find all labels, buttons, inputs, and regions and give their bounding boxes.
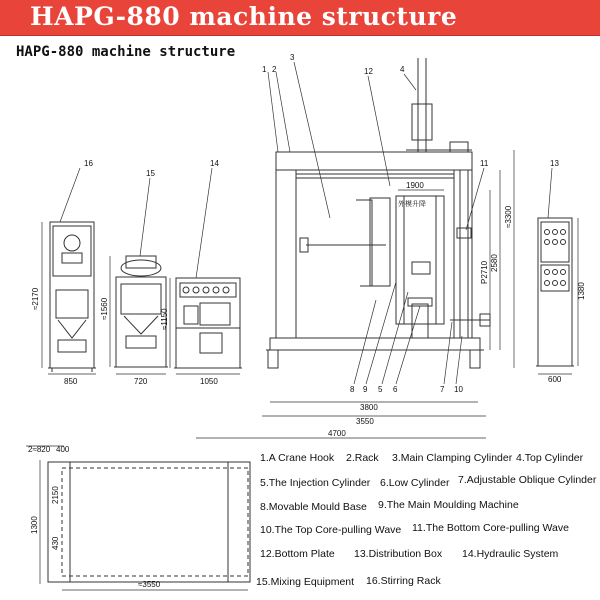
dim-430: 430	[51, 536, 60, 550]
callout-8: 8	[350, 385, 355, 394]
dim-4700: 4700	[328, 429, 346, 438]
legend-item-13: 13.Distribution Box	[354, 548, 443, 560]
callout-4: 4	[400, 65, 405, 74]
callout-2: 2	[272, 65, 277, 74]
dim-3550-plan: ≈3550	[138, 580, 161, 589]
legend-item-2: 2.Rack	[346, 452, 379, 464]
callout-7: 7	[440, 385, 445, 394]
dim-720: 720	[134, 377, 148, 386]
legend-item-16: 16.Stirring Rack	[366, 575, 441, 587]
legend-item-11: 11.The Bottom Core-pulling Wave	[412, 522, 569, 534]
callout-11: 11	[480, 159, 489, 168]
callout-14: 14	[210, 159, 219, 168]
dim-2710: P2710	[480, 260, 489, 284]
callout-16: 16	[84, 159, 93, 168]
dim-850: 850	[64, 377, 78, 386]
callout-3: 3	[290, 53, 295, 62]
callout-13: 13	[550, 159, 559, 168]
diagram-subtitle: HAPG-880 machine structure	[16, 44, 236, 60]
dim-400: 400	[56, 445, 70, 454]
dim-1050: 1050	[200, 377, 218, 386]
legend-item-9: 9.The Main Moulding Machine	[378, 499, 519, 511]
dim-820: 2≈820	[28, 445, 51, 454]
dim-2580: 2580	[490, 254, 499, 272]
legend-item-8: 8.Movable Mould Base	[260, 501, 367, 513]
plan-view	[26, 446, 250, 590]
hydraulic-system-unit	[174, 278, 242, 368]
dim-600: 600	[548, 375, 562, 384]
dim-2150: 2150	[51, 486, 60, 504]
callout-12: 12	[364, 67, 373, 76]
dim-1900: 1900	[406, 181, 424, 190]
legend-item-10: 10.The Top Core-pulling Wave	[260, 524, 402, 536]
dim-3800: 3800	[360, 403, 378, 412]
dim-1150: ≈1150	[160, 308, 169, 330]
legend-item-5: 5.The Injection Cylinder	[260, 477, 371, 489]
legend-item-3: 3.Main Clamping Cylinder	[392, 452, 513, 464]
legend-item-12: 12.Bottom Plate	[260, 548, 335, 560]
dim-1300: 1300	[30, 516, 39, 534]
callout-5: 5	[378, 385, 383, 394]
callout-10: 10	[454, 385, 463, 394]
legend-item-1: 1.A Crane Hook	[260, 452, 335, 464]
distribution-box-unit	[536, 218, 574, 366]
legend-item-6: 6.Low Cylinder	[380, 477, 450, 489]
legend-item-14: 14.Hydraulic System	[462, 548, 559, 560]
legend-item-4: 4.Top Cylinder	[516, 452, 584, 464]
legend-item-7: 7.Adjustable Oblique Cylinder	[458, 474, 597, 486]
callout-1: 1	[262, 65, 267, 74]
legend-item-15: 15.Mixing Equipment	[256, 576, 355, 588]
dim-2170: ≈2170	[31, 287, 40, 310]
dim-3300: ≈3300	[504, 205, 513, 228]
dim-1380: 1380	[577, 282, 586, 300]
stirring-rack-unit	[48, 222, 96, 372]
mould-label: 外模升降	[398, 201, 426, 208]
callout-9: 9	[363, 385, 368, 394]
dim-3550: 3550	[356, 417, 374, 426]
main-moulding-machine	[266, 58, 490, 368]
dim-1560: ≈1560	[100, 297, 109, 320]
callout-6: 6	[393, 385, 398, 394]
banner-title: HAPG-880 machine structure	[30, 2, 458, 31]
dimension-lines	[42, 150, 578, 438]
callout-15: 15	[146, 169, 155, 178]
